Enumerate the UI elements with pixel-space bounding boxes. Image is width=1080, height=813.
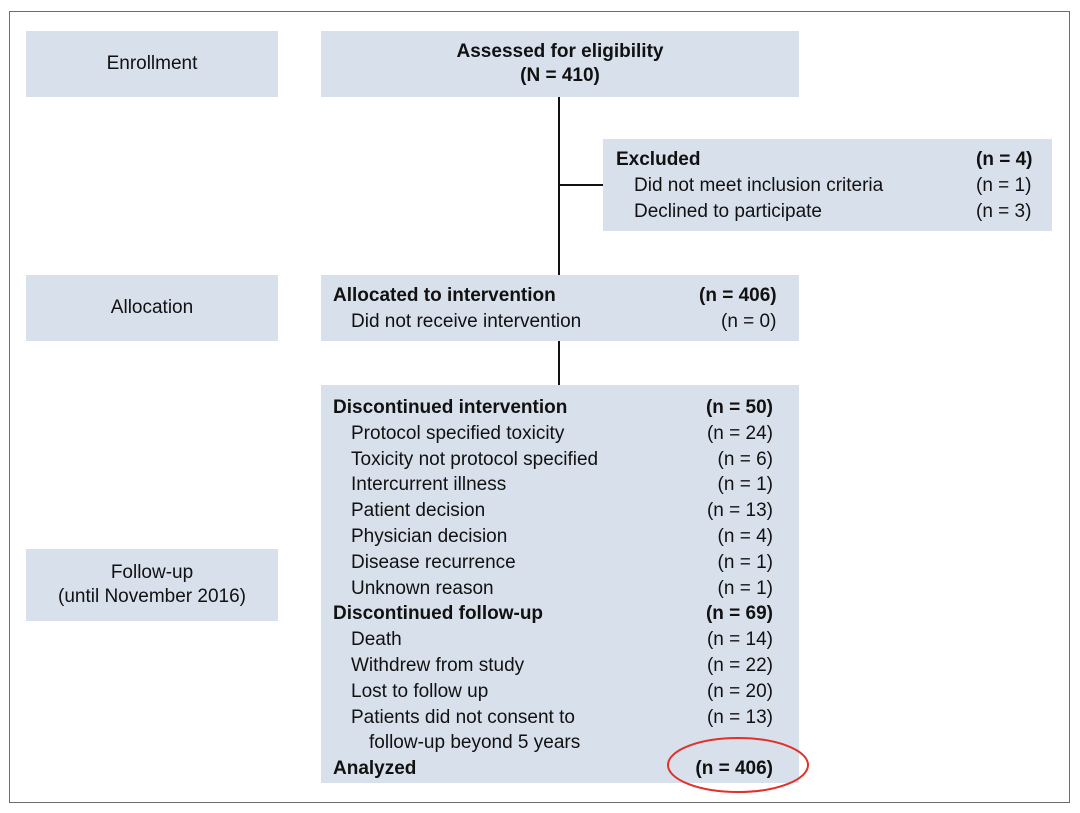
excluded-reason-count: (n = 3) [976,200,1032,222]
allocated-reason: Did not receive intervention [351,310,582,332]
connector-allocated-to-followup [558,341,560,385]
followup-reason: Lost to follow up [351,680,489,702]
excluded-reason: Did not meet inclusion criteria [634,174,884,196]
followup-section-title: Analyzed [333,758,417,780]
allocated-count: (n = 406) [699,285,777,306]
allocated-reason-count: (n = 0) [721,310,777,332]
stage-followup-label: Follow-up [110,562,194,583]
followup-count: (n = 1) [717,474,773,496]
followup-reason: Patients did not consent to [351,706,575,728]
stage-followup-sublabel: (until November 2016) [58,586,246,607]
excluded-box [603,139,1052,231]
excluded-title: Excluded [616,149,701,170]
followup-reason: Toxicity not protocol specified [351,448,599,470]
followup-count: (n = 24) [706,422,773,444]
followup-count: (n = 14) [706,629,773,651]
allocated-box [321,275,799,341]
analyzed-count: (n = 406) [695,758,773,780]
followup-count: (n = 20) [706,680,773,702]
followup-section-title: Discontinued intervention [333,397,568,418]
stage-enrollment-label: Enrollment [106,53,198,74]
assessed-box [321,31,799,97]
connector-assessed-to-allocated [558,97,560,275]
stage-allocation [26,275,278,341]
followup-box [321,385,799,783]
followup-count: (n = 13) [706,500,773,522]
connector-to-excluded [559,184,603,186]
excluded-reason: Declined to participate [634,200,822,222]
followup-count: (n = 4) [717,526,773,547]
excluded-reason-count: (n = 1) [976,174,1032,196]
stage-followup [26,549,278,621]
followup-count: (n = 50) [705,397,773,418]
assessed-count: (N = 410) [520,65,600,86]
followup-count: (n = 1) [717,551,773,573]
followup-count: (n = 22) [706,655,773,676]
followup-count: (n = 6) [717,448,773,470]
followup-reason: Patient decision [351,500,486,522]
followup-section-title: Discontinued follow-up [333,603,544,625]
followup-reason: Unknown reason [351,577,494,599]
excluded-count: (n = 4) [976,149,1033,170]
followup-reason: Physician decision [351,526,508,547]
allocated-title: Allocated to intervention [333,285,556,306]
followup-count: (n = 69) [705,603,773,625]
stage-enrollment [26,31,278,97]
followup-reason: follow-up beyond 5 years [369,732,581,754]
followup-reason: Intercurrent illness [351,474,507,496]
assessed-title: Assessed for eligibility [456,41,664,62]
followup-count: (n = 13) [706,706,773,728]
followup-reason: Death [351,629,402,651]
stage-allocation-label: Allocation [110,297,194,318]
followup-reason: Protocol specified toxicity [351,422,565,444]
followup-count: (n = 1) [717,577,773,599]
followup-reason: Withdrew from study [351,655,525,676]
followup-reason: Disease recurrence [351,551,516,573]
